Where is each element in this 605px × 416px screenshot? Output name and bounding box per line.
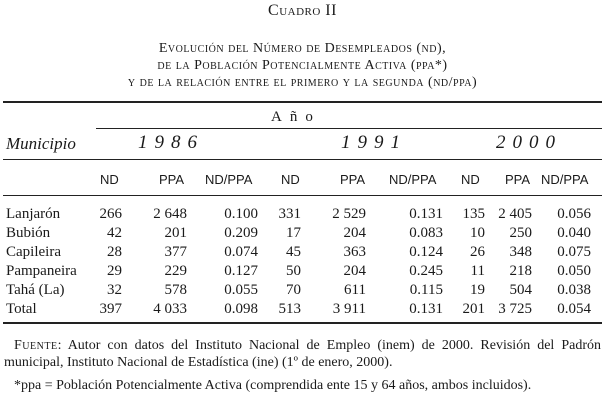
source-text: : Autor con datos del Instituto Nacional de Empleo (inem) de 2000. Revisión del Padrón municipal, Instituto Nacional de Estadística (ine) (1º de enero, 2000). xyxy=(4,338,601,370)
value-cell: 348 xyxy=(509,244,532,260)
source-label: Fuente xyxy=(14,338,58,353)
value-cell: 204 xyxy=(343,263,366,279)
value-cell: 50 xyxy=(286,263,301,279)
year-1991-header: 1991 xyxy=(341,132,407,153)
value-cell: 266 xyxy=(99,206,122,222)
bottom-rule xyxy=(3,322,602,324)
value-cell: 0.074 xyxy=(224,244,258,260)
value-cell: 0.124 xyxy=(409,244,443,260)
municipio-cell: Total xyxy=(6,301,37,317)
municipio-cell: Bubión xyxy=(6,225,51,241)
table-number-label: Cuadro II xyxy=(268,2,337,19)
year-rule xyxy=(3,159,602,160)
value-cell: 45 xyxy=(286,244,301,260)
value-cell: 11 xyxy=(470,263,485,279)
source-note xyxy=(4,337,601,371)
anno-header: Año xyxy=(271,109,321,125)
value-cell: 229 xyxy=(164,263,187,279)
value-cell: 10 xyxy=(470,225,485,241)
value-cell: 0.055 xyxy=(224,282,258,298)
ppa-footnote: *ppa = Población Potencialmente Activa (comprendida ente 15 y 64 años, ambos incluidos). xyxy=(14,378,532,393)
value-cell: 28 xyxy=(107,244,122,260)
value-cell: 2 529 xyxy=(332,206,366,222)
value-cell: 0.245 xyxy=(409,263,443,279)
col-header-1986-nd-ppa: ND/PPA xyxy=(205,172,253,187)
value-cell: 0.100 xyxy=(224,206,258,222)
year-1986-header: 1986 xyxy=(138,132,204,153)
value-cell: 0.127 xyxy=(224,263,258,279)
value-cell: 363 xyxy=(343,244,366,260)
col-header-1986-nd: ND xyxy=(100,172,119,187)
value-cell: 513 xyxy=(278,301,301,317)
value-cell: 19 xyxy=(470,282,485,298)
value-cell: 201 xyxy=(164,225,187,241)
value-cell: 29 xyxy=(107,263,122,279)
value-cell: 397 xyxy=(99,301,122,317)
table-title-line-2: de la Población Potencialmente Activa (ppa*) xyxy=(157,58,448,73)
value-cell: 0.083 xyxy=(409,225,443,241)
col-header-1986-ppa: PPA xyxy=(159,172,185,187)
col-header-2000-nd: ND xyxy=(461,172,480,187)
value-cell: 331 xyxy=(278,206,301,222)
value-cell: 17 xyxy=(286,225,301,241)
top-rule xyxy=(3,101,602,103)
value-cell: 0.075 xyxy=(557,244,591,260)
value-cell: 0.098 xyxy=(224,301,258,317)
value-cell: 218 xyxy=(509,263,532,279)
value-cell: 2 648 xyxy=(153,206,187,222)
municipio-cell: Lanjarón xyxy=(6,206,61,222)
value-cell: 611 xyxy=(344,282,366,298)
table-title-line-3: y de la relación entre el primero y la segunda (nd/ppa) xyxy=(127,75,478,90)
value-cell: 42 xyxy=(107,225,122,241)
value-cell: 578 xyxy=(164,282,187,298)
col-header-1991-ppa: PPA xyxy=(340,172,366,187)
value-cell: 0.131 xyxy=(409,206,443,222)
value-cell: 135 xyxy=(462,206,485,222)
year-2000-header: 2000 xyxy=(496,132,562,153)
value-cell: 0.115 xyxy=(409,282,443,298)
col-header-2000-nd-ppa: ND/PPA xyxy=(541,172,589,187)
value-cell: 32 xyxy=(107,282,122,298)
value-cell: 0.054 xyxy=(557,301,591,317)
value-cell: 0.209 xyxy=(224,225,258,241)
value-cell: 201 xyxy=(462,301,485,317)
value-cell: 3 725 xyxy=(498,301,532,317)
value-cell: 70 xyxy=(286,282,301,298)
col-header-2000-ppa: PPA xyxy=(505,172,531,187)
header-bottom-rule xyxy=(3,195,602,196)
value-cell: 204 xyxy=(343,225,366,241)
value-cell: 0.131 xyxy=(409,301,443,317)
value-cell: 4 033 xyxy=(153,301,187,317)
value-cell: 2 405 xyxy=(498,206,532,222)
municipio-cell: Pampaneira xyxy=(6,263,77,279)
value-cell: 377 xyxy=(164,244,187,260)
value-cell: 0.040 xyxy=(557,225,591,241)
col-header-1991-nd: ND xyxy=(281,172,300,187)
value-cell: 3 911 xyxy=(332,301,366,317)
table-title-line-1: Evolución del Número de Desempleados (nd), xyxy=(158,41,447,56)
value-cell: 0.050 xyxy=(557,263,591,279)
value-cell: 504 xyxy=(509,282,532,298)
anno-rule xyxy=(96,128,602,129)
value-cell: 26 xyxy=(470,244,485,260)
value-cell: 0.056 xyxy=(557,206,591,222)
col-header-1991-nd-ppa: ND/PPA xyxy=(389,172,437,187)
municipio-cell: Tahá (La) xyxy=(6,282,65,298)
municipio-cell: Capileira xyxy=(6,244,61,260)
value-cell: 250 xyxy=(509,225,532,241)
value-cell: 0.038 xyxy=(557,282,591,298)
municipio-header: Municipio xyxy=(6,134,76,153)
